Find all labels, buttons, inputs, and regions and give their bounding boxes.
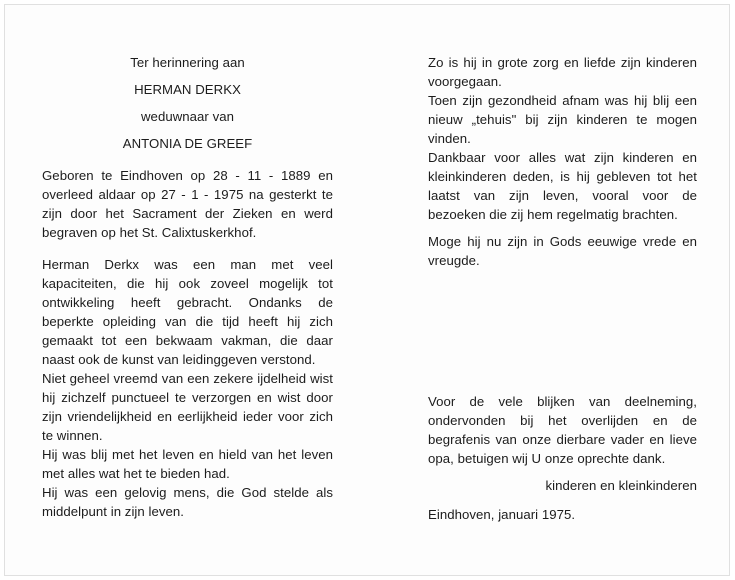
right-column: [428, 53, 697, 524]
relation-line: weduwnaar van: [140, 109, 235, 124]
character-paragraph: Herman Derkx was een man met veel kapaciteiten, die hij ook zoveel mogelijk tot ontwikkeling heeft gebracht. Ondanks de beperkte opleiding van die tijd heeft hij zich gemaakt tot een bekwaam vakman, die daar naast ook de kunst van leidinggeven verstond.: [42, 257, 333, 367]
life-paragraph: Hij was blij met het leven en hield van het leven met alles wat het te bieden had.: [42, 447, 333, 481]
home-paragraph: Toen zijn gezondheid afnam was hij blij een nieuw „tehuis" bij zijn kinderen te mogen vinden.: [428, 93, 697, 146]
thanks-paragraph: Voor de vele blijken van deelneming, ondervonden bij het overlijden en de begrafenis van onze dierbare vader en lieve opa, betuigen wij U onze oprechte dank.: [428, 394, 697, 466]
personality-paragraph: Niet geheel vreemd van een zekere ijdelheid wist hij zichzelf punctueel te verzorgen en wist door zijn vriendelijkheid en eerlijkheid ieder voor zich te winnen.: [42, 371, 333, 443]
children-paragraph: Zo is hij in grote zorg en liefde zijn kinderen voorgegaan.: [428, 55, 697, 89]
deceased-name: HERMAN DERKX: [134, 82, 241, 97]
faith-paragraph: Hij was een gelovig mens, die God stelde als middelpunt in zijn leven.: [42, 485, 333, 519]
spouse-name: ANTONIA DE GREEF: [122, 136, 253, 151]
memorial-card: [4, 4, 730, 576]
gratitude-paragraph: Dankbaar voor alles wat zijn kinderen en kleinkinderen deden, is hij gebleven tot het laatst van zijn leven, vooral voor de bezoeken die zij hem regelmatig brachten.: [428, 150, 697, 222]
birth-death-paragraph: Geboren te Eindhoven op 28 - 11 - 1889 en overleed aldaar op 27 - 1 - 1975 na gesterkt te zijn door het Sacrament der Zieken en werd begraven op het St. Calixtuskerkhof.: [42, 168, 333, 240]
signature-line: kinderen en kleinkinderen: [545, 478, 697, 493]
left-column: [42, 53, 333, 521]
intro-line: Ter herinnering aan: [130, 55, 245, 70]
place-date-line: Eindhoven, januari 1975.: [428, 507, 576, 522]
prayer-paragraph: Moge hij nu zijn in Gods eeuwige vrede en vreugde.: [428, 234, 697, 268]
